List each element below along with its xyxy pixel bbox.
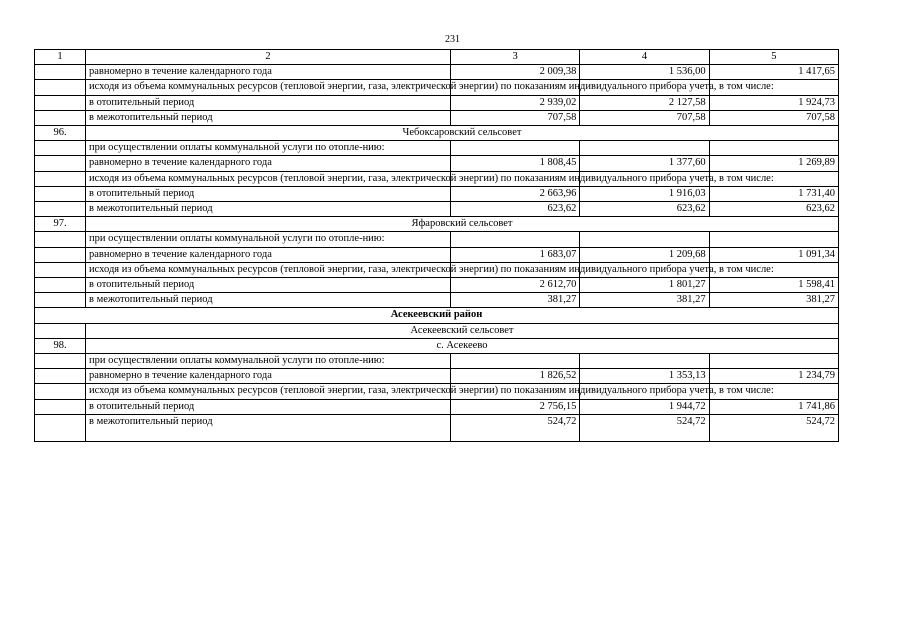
value-cell: 2 127,58 xyxy=(580,95,709,110)
row-number xyxy=(35,278,86,293)
value-cell: 707,58 xyxy=(451,110,580,125)
row-number xyxy=(35,80,86,95)
row-number xyxy=(35,323,86,338)
table-row xyxy=(35,80,839,95)
row-number xyxy=(35,110,86,125)
value-cell xyxy=(709,354,838,369)
section-title: Асекеевский сельсовет xyxy=(86,323,839,338)
section-row xyxy=(35,323,839,338)
row-description: в межотопительный период xyxy=(86,293,451,308)
value-cell: 1 683,07 xyxy=(451,247,580,262)
value-cell xyxy=(451,141,580,156)
value-cell: 1 536,00 xyxy=(580,65,709,80)
value-cell: 381,27 xyxy=(709,293,838,308)
value-cell xyxy=(580,354,709,369)
row-number xyxy=(35,247,86,262)
table-row xyxy=(35,186,839,201)
row-description: при осуществлении оплаты коммунальной услуги по отопле-нию: xyxy=(86,232,451,247)
row-number: 97. xyxy=(35,217,86,232)
row-description: равномерно в течение календарного года xyxy=(86,65,451,80)
header-cell: 3 xyxy=(451,50,580,65)
value-cell: 1 944,72 xyxy=(580,399,709,414)
row-number xyxy=(35,384,86,399)
row-number: 96. xyxy=(35,126,86,141)
row-number: 98. xyxy=(35,338,86,353)
row-description: в межотопительный период xyxy=(86,202,451,217)
table-row xyxy=(35,247,839,262)
row-number xyxy=(35,369,86,384)
value-cell: 1 269,89 xyxy=(709,156,838,171)
table-row xyxy=(35,232,839,247)
table-row xyxy=(35,202,839,217)
row-number xyxy=(35,141,86,156)
row-description: исходя из объема коммунальных ресурсов (тепловой энергии, газа, электрической энергии) по показаниям индивидуального прибора учета, в том числе: xyxy=(86,384,451,399)
value-cell: 1 924,73 xyxy=(709,95,838,110)
value-cell: 623,62 xyxy=(451,202,580,217)
table-row xyxy=(35,369,839,384)
row-number xyxy=(35,293,86,308)
value-cell: 2 939,02 xyxy=(451,95,580,110)
row-number xyxy=(35,399,86,414)
value-cell xyxy=(709,232,838,247)
section-row xyxy=(35,338,839,353)
value-cell: 1 209,68 xyxy=(580,247,709,262)
value-cell: 524,72 xyxy=(580,414,709,441)
row-number xyxy=(35,95,86,110)
row-number xyxy=(35,202,86,217)
value-cell xyxy=(580,232,709,247)
value-cell xyxy=(451,354,580,369)
row-description: в отопительный период xyxy=(86,95,451,110)
row-number xyxy=(35,65,86,80)
page-number: 231 xyxy=(445,34,460,45)
row-description: в межотопительный период xyxy=(86,110,451,125)
district-row xyxy=(35,308,839,323)
row-number xyxy=(35,156,86,171)
value-cell xyxy=(580,141,709,156)
header-row xyxy=(35,50,839,65)
row-description: при осуществлении оплаты коммунальной услуги по отопле-нию: xyxy=(86,141,451,156)
value-cell: 623,62 xyxy=(709,202,838,217)
value-cell: 707,58 xyxy=(580,110,709,125)
header-cell: 2 xyxy=(86,50,451,65)
table-row xyxy=(35,384,839,399)
section-row xyxy=(35,217,839,232)
row-number xyxy=(35,186,86,201)
table-row xyxy=(35,110,839,125)
row-number xyxy=(35,171,86,186)
value-cell: 1 731,40 xyxy=(709,186,838,201)
value-cell: 1 741,86 xyxy=(709,399,838,414)
value-cell: 2 663,96 xyxy=(451,186,580,201)
row-description: в отопительный период xyxy=(86,399,451,414)
row-number xyxy=(35,354,86,369)
value-cell: 1 916,03 xyxy=(580,186,709,201)
table-row xyxy=(35,156,839,171)
value-cell: 1 598,41 xyxy=(709,278,838,293)
table-row xyxy=(35,262,839,277)
section-title: с. Асекеево xyxy=(86,338,839,353)
table-row xyxy=(35,414,839,441)
value-cell: 1 417,65 xyxy=(709,65,838,80)
value-cell: 524,72 xyxy=(709,414,838,441)
value-cell: 707,58 xyxy=(709,110,838,125)
table-row xyxy=(35,95,839,110)
value-cell: 2 756,15 xyxy=(451,399,580,414)
value-cell: 1 091,34 xyxy=(709,247,838,262)
value-cell: 381,27 xyxy=(451,293,580,308)
value-cell: 1 234,79 xyxy=(709,369,838,384)
section-row xyxy=(35,126,839,141)
header-cell: 5 xyxy=(709,50,838,65)
value-cell: 381,27 xyxy=(580,293,709,308)
value-cell xyxy=(451,232,580,247)
table-row xyxy=(35,399,839,414)
row-number xyxy=(35,414,86,441)
row-description: равномерно в течение календарного года xyxy=(86,247,451,262)
row-description: в отопительный период xyxy=(86,186,451,201)
value-cell: 2 009,38 xyxy=(451,65,580,80)
row-description: исходя из объема коммунальных ресурсов (тепловой энергии, газа, электрической энергии) по показаниям индивидуального прибора учета, в том числе: xyxy=(86,80,451,95)
table-row xyxy=(35,293,839,308)
district-name: Асекеевский район xyxy=(35,308,839,323)
header-cell: 1 xyxy=(35,50,86,65)
value-cell: 1 826,52 xyxy=(451,369,580,384)
value-cell: 1 808,45 xyxy=(451,156,580,171)
row-description: равномерно в течение календарного года xyxy=(86,156,451,171)
table-row xyxy=(35,171,839,186)
value-cell: 524,72 xyxy=(451,414,580,441)
table-row xyxy=(35,141,839,156)
value-cell: 1 377,60 xyxy=(580,156,709,171)
row-description: при осуществлении оплаты коммунальной услуги по отопле-нию: xyxy=(86,354,451,369)
value-cell: 1 353,13 xyxy=(580,369,709,384)
header-cell: 4 xyxy=(580,50,709,65)
row-description: равномерно в течение календарного года xyxy=(86,369,451,384)
value-cell xyxy=(709,141,838,156)
row-number xyxy=(35,232,86,247)
row-description: исходя из объема коммунальных ресурсов (тепловой энергии, газа, электрической энергии) по показаниям индивидуального прибора учета, в том числе: xyxy=(86,171,451,186)
section-title: Чебоксаровский сельсовет xyxy=(86,126,839,141)
value-cell: 2 612,70 xyxy=(451,278,580,293)
row-description: в отопительный период xyxy=(86,278,451,293)
row-description: исходя из объема коммунальных ресурсов (тепловой энергии, газа, электрической энергии) по показаниям индивидуального прибора учета, в том числе: xyxy=(86,262,451,277)
section-title: Яфаровский сельсовет xyxy=(86,217,839,232)
value-cell: 623,62 xyxy=(580,202,709,217)
row-number xyxy=(35,262,86,277)
row-description: в межотопительный период xyxy=(86,414,451,441)
value-cell: 1 801,27 xyxy=(580,278,709,293)
tariff-table xyxy=(34,49,839,442)
table-row xyxy=(35,278,839,293)
table-row xyxy=(35,65,839,80)
table-row xyxy=(35,354,839,369)
